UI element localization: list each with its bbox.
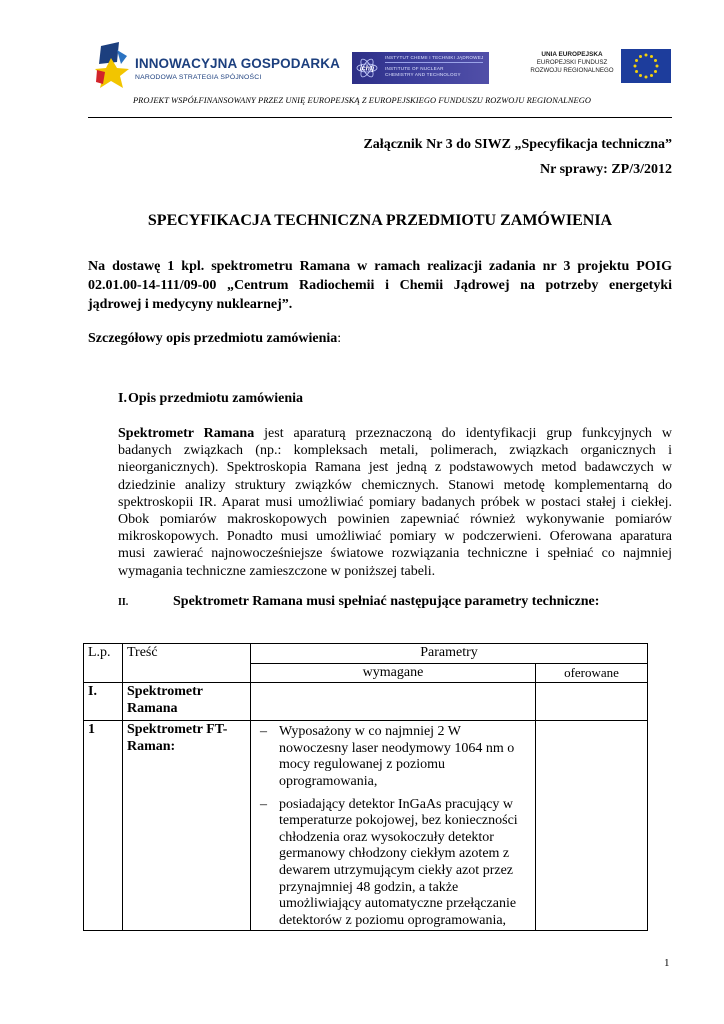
detail-heading-colon: : (337, 331, 342, 346)
ig-title: INNOWACYJNA GOSPODARKA (135, 56, 340, 71)
requirements-list (255, 724, 531, 929)
row-wymagane (251, 683, 536, 721)
para-line: Obok pomiarów makroskopowych powinien zapewniać również wykonywanie pomiarów (118, 512, 672, 528)
row-lp: I. (84, 683, 123, 721)
table-header-row (84, 644, 648, 664)
para-line: musi zawierać najnowocześniejsze światowe rozwiązania techniczne i spełniać co najmniej (118, 546, 672, 562)
para-line: wymagania techniczne zamieszczone w poniższej tabeli. (118, 563, 436, 579)
eu-logo-text (527, 51, 617, 74)
eu-line1: UNIA EUROPEJSKA (541, 51, 603, 58)
section-2-number: II. (118, 597, 129, 608)
para-line (118, 425, 672, 442)
row-oferowane (536, 721, 648, 931)
requirement-text: Wyposażony w co najmniej 2 W nowoczesny laser neodymowy 1064 nm o mocy regulowanej z poziomu oprogramowania, (279, 724, 515, 789)
para-line: nieorganicznych). Spektroskopia Ramana jest jedną z podstawowych metod badawczych w (118, 460, 672, 476)
project-cofinancing-line: PROJEKT WSPÓŁFINANSOWANY PRZEZ UNIĘ EUROPEJSKĄ Z EUROPEJSKIEGO FUNDUSZU ROZWOJU REGIONALNEGO (132, 96, 592, 105)
para-line: spektroskopii IR. Aparat musi umożliwiać pomiary badanych próbek w postaci stałej i ciekłej. (118, 494, 672, 510)
para-lead: Spektrometr Ramana (118, 426, 255, 441)
intro-line: Na dostawę 1 kpl. spektrometru Ramana w ramach realizacji zadania nr 3 projektu POIG (88, 259, 672, 274)
attachment-label: Załącznik Nr 3 do SIWZ „Specyfikacja techniczna” (363, 137, 672, 152)
ichtj-line1: INSTYTUT CHEMII I TECHNIKI JĄDROWEJ (385, 55, 484, 60)
innowacyjna-gospodarka-logo (95, 42, 340, 90)
row-oferowane (536, 683, 648, 721)
row-lp: 1 (84, 721, 123, 931)
ig-star-icon (95, 42, 133, 90)
para-line: badanych związkach (np.: kompleksach metali, polimerach, związkach organicznych i (118, 443, 672, 459)
intro-line: 02.01.00-14-111/09-00 „Centrum Radiochemii i Chemii Jądrowej na potrzeby energetyki (88, 278, 672, 293)
ichtj-badge-text: ichtj (359, 65, 375, 73)
header-oferowane: oferowane (536, 663, 648, 683)
header-lp: L.p. (84, 644, 123, 683)
ichtj-logo (352, 52, 489, 84)
table-row (84, 721, 648, 931)
page-title: SPECYFIKACJA TECHNICZNA PRZEDMIOTU ZAMÓWIENIA (147, 212, 613, 229)
para-line: mikroskopowych. Ponadto musi umożliwiać pomiary w podczerwieni. Oferowana aparatura (118, 529, 672, 545)
ichtj-divider (385, 62, 483, 63)
table-row (84, 683, 648, 721)
header-wymagane: wymagane (251, 663, 536, 683)
page-number: 1 (664, 957, 670, 969)
ichtj-line3: CHEMISTRY AND TECHNOLOGY (385, 72, 461, 77)
dash-bullet: – (260, 724, 267, 740)
list-item (255, 797, 531, 930)
intro-line: jądrowej i medycyny nuklearnej”. (88, 297, 293, 312)
header-parametry: Parametry (251, 644, 648, 664)
row-tresc: Spektrometr Ramana (123, 683, 251, 721)
row-tresc: Spektrometr FT-Raman: (123, 721, 251, 931)
section-2-heading (118, 594, 599, 610)
detail-heading-text: Szczegółowy opis przedmiotu zamówienia (88, 331, 338, 346)
requirement-text: posiadający detektor InGaAs pracujący w temperaturze pokojowej, bez konieczności chłodzenia oraz wysokoczuły detektor germanowy chłodzony ciekłym azotem z dewarem utrzymującym ciekły azot przez przynajmniej 48 godzin, a także umożliwiający automatyczne przełączanie detektorów z poziomu oprogramowania, (279, 796, 518, 928)
para-line: dziedzinie analizy struktury związków chemicznych. Stanowi metodę komplementarną do (118, 477, 672, 493)
header-divider (88, 117, 672, 118)
header-tresc: Treść (123, 644, 251, 683)
eu-line2: EUROPEJSKI FUNDUSZ (536, 59, 608, 66)
intro-paragraph (88, 257, 672, 314)
detail-heading (88, 331, 341, 347)
section-1-heading (118, 391, 303, 407)
eu-line3: ROZWOJU REGIONALNEGO (530, 66, 614, 74)
description-paragraph (118, 425, 672, 580)
ichtj-line2: INSTITUTE OF NUCLEAR (385, 66, 444, 71)
ichtj-atom-icon (356, 57, 378, 79)
para-line-text: jest aparaturą przeznaczoną do identyfikacji grup funkcyjnych w (254, 426, 672, 441)
list-item (255, 724, 531, 790)
section-1-title: Opis przedmiotu zamówienia (128, 391, 303, 406)
ig-subtitle: NARODOWA STRATEGIA SPÓJNOŚCI (135, 74, 262, 81)
eu-logo (525, 42, 673, 88)
case-number: Nr sprawy: ZP/3/2012 (540, 162, 672, 177)
spec-table (83, 643, 648, 931)
section-2-title: Spektrometr Ramana musi spełniać następujące parametry techniczne: (173, 594, 600, 609)
row-wymagane (251, 721, 536, 931)
eu-flag-icon (621, 49, 671, 83)
section-1-number: I. (118, 391, 127, 406)
dash-bullet: – (260, 796, 267, 812)
